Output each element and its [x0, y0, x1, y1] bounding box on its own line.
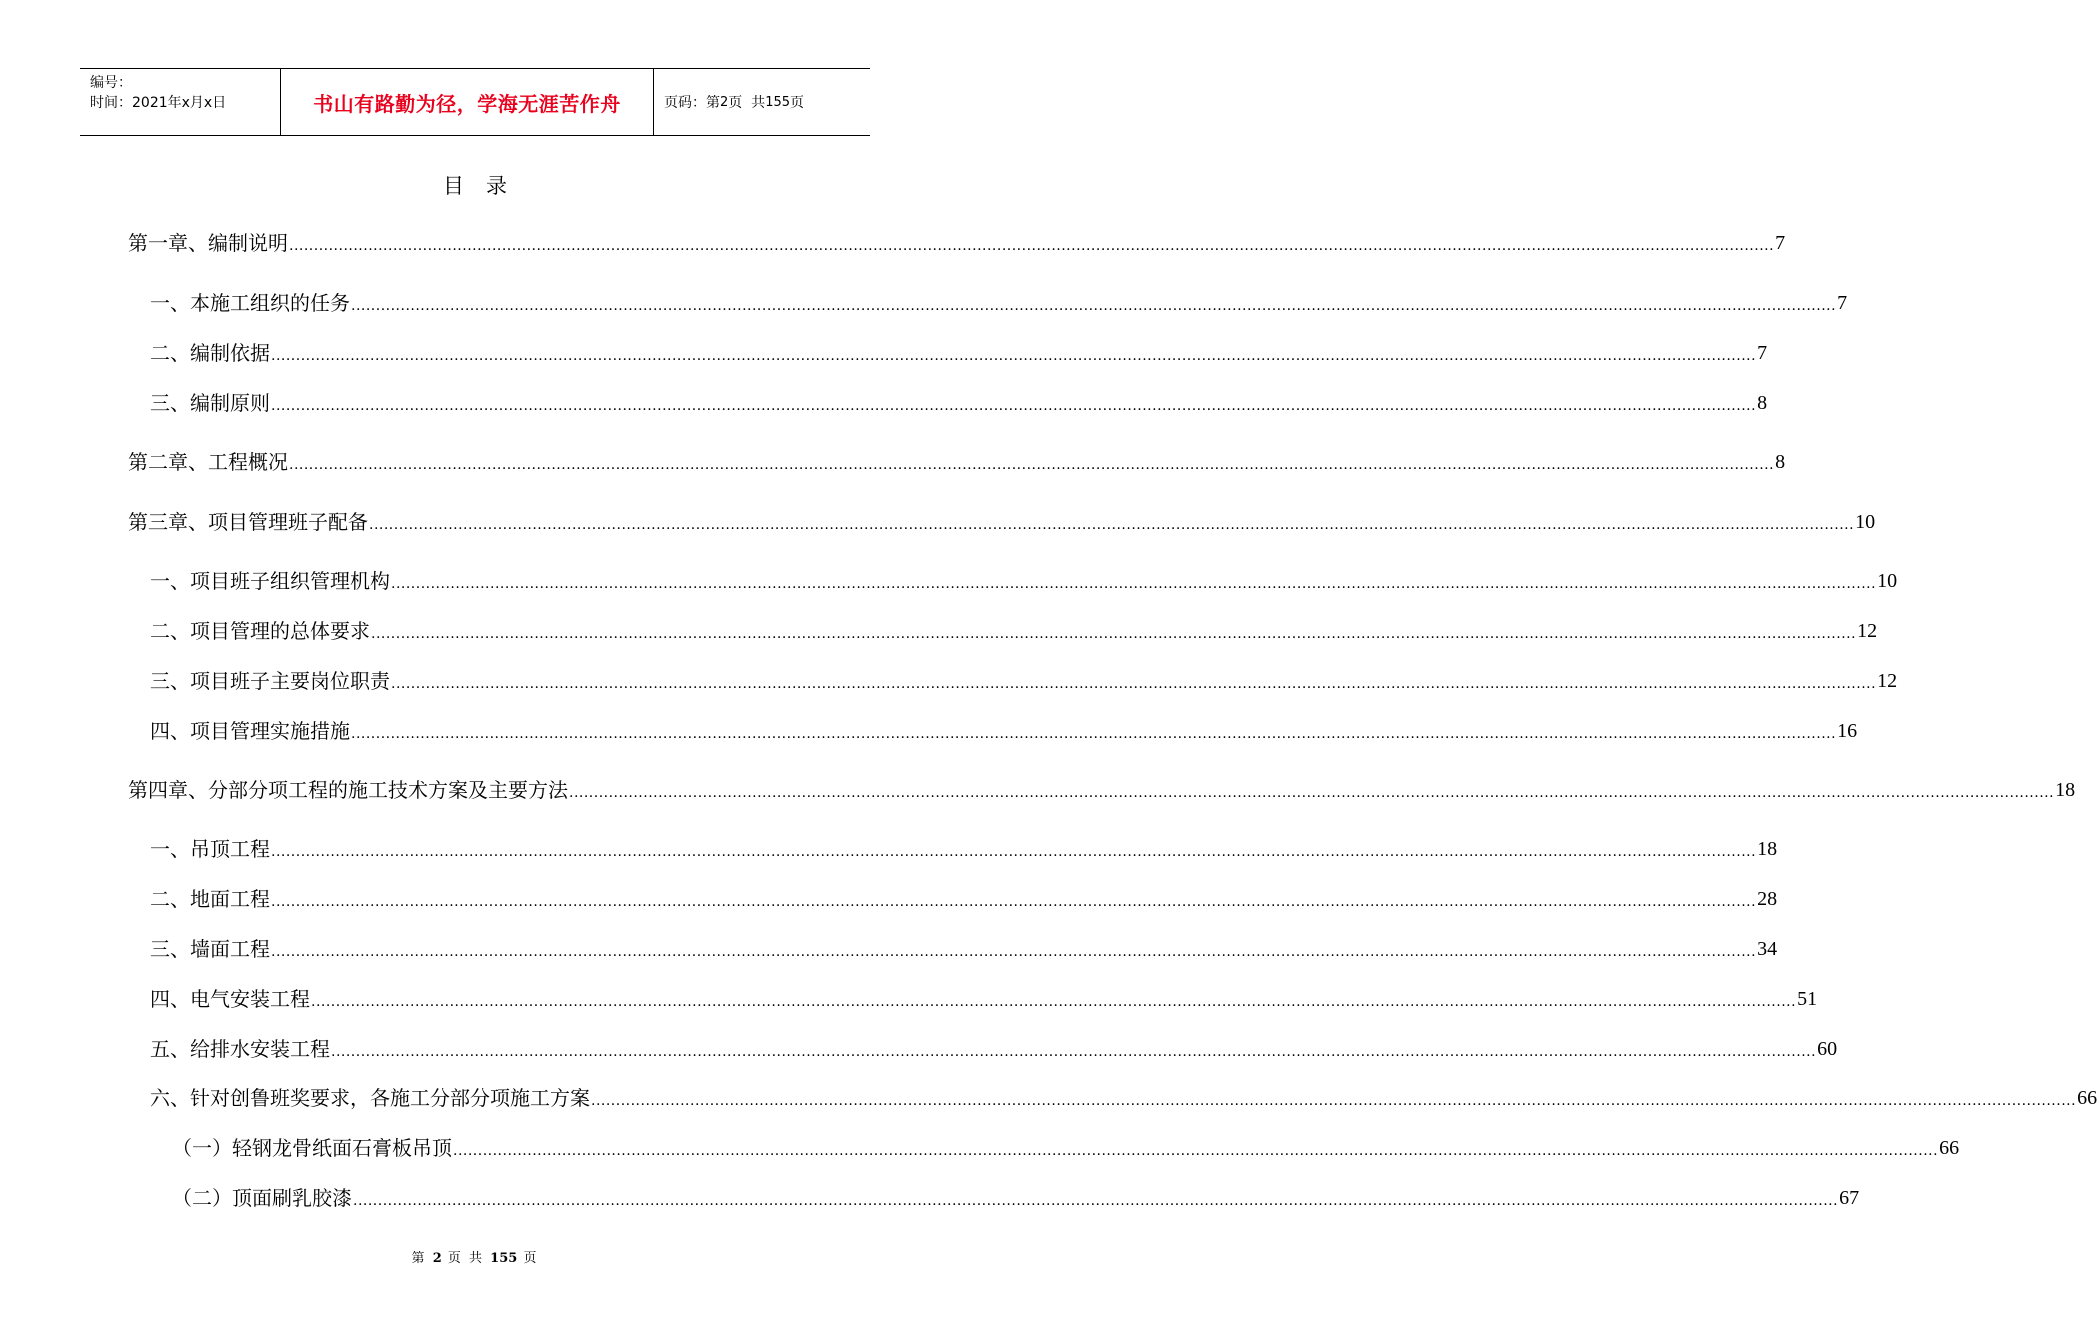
toc-entry-label: （二）顶面刷乳胶漆	[172, 1186, 352, 1210]
toc-entry-label: 二、项目管理的总体要求	[150, 619, 370, 643]
toc-entry-label: 一、吊顶工程	[150, 837, 270, 861]
toc-entry[interactable]	[150, 388, 1768, 418]
toc-entry[interactable]	[150, 616, 1878, 646]
footer-prefix: 第	[411, 1251, 427, 1266]
toc-entry-label: 五、给排水安装工程	[150, 1037, 330, 1061]
header-page-prefix: 页码：第	[664, 95, 720, 111]
toc-dot-leader: ............................................................................................................................................................................................................................................................................................................	[311, 994, 1797, 1010]
page-header	[80, 68, 870, 136]
toc-dot-leader: ............................................................................................................................................................................................................................................................................................................	[569, 785, 2055, 801]
toc-entry-page: 10	[1855, 511, 1876, 533]
toc-entry[interactable]	[150, 1083, 2097, 1113]
toc-entry[interactable]	[128, 447, 1786, 477]
toc-dot-leader: ............................................................................................................................................................................................................................................................................................................	[271, 944, 1757, 960]
toc-entry[interactable]	[150, 934, 1778, 964]
header-page-total: 155	[765, 94, 791, 110]
toc-entry-page: 12	[1857, 620, 1878, 642]
toc-entry-page: 16	[1837, 720, 1858, 742]
toc-entry[interactable]	[150, 566, 1898, 596]
toc-entry-page: 28	[1757, 888, 1778, 910]
header-page-suffix: 页	[790, 95, 805, 111]
toc-dot-leader: ............................................................................................................................................................................................................................................................................................................	[351, 726, 1837, 742]
header-meta-cell	[80, 69, 281, 135]
toc-entry-page: 7	[1837, 292, 1848, 314]
toc-entry-page: 66	[1939, 1137, 1960, 1159]
toc-entry-label: 四、项目管理实施措施	[150, 719, 350, 743]
toc-entry[interactable]	[128, 775, 2076, 805]
toc-entry-label: 第二章、工程概况	[128, 450, 288, 474]
footer-mid: 页 共	[447, 1251, 485, 1266]
toc-entry-page: 7	[1775, 232, 1786, 254]
toc-entry-page: 10	[1877, 570, 1898, 592]
header-number-label: 编号：	[90, 75, 132, 91]
toc-entry-label: 三、墙面工程	[150, 937, 270, 961]
toc-dot-leader: ............................................................................................................................................................................................................................................................................................................	[391, 576, 1877, 592]
toc-dot-leader: ............................................................................................................................................................................................................................................................................................................	[271, 398, 1757, 414]
toc-dot-leader: ............................................................................................................................................................................................................................................................................................................	[353, 1193, 1839, 1209]
toc-entry[interactable]	[150, 338, 1768, 368]
toc-entry-page: 8	[1757, 392, 1768, 414]
toc-entry-page: 34	[1757, 938, 1778, 960]
toc-entry-label: 二、编制依据	[150, 341, 270, 365]
header-page-mid: 页 共	[728, 95, 766, 111]
toc-entry-page: 8	[1775, 451, 1786, 473]
header-motto: 书山有路勤为径，学海无涯苦作舟	[281, 69, 654, 135]
toc-entry-page: 66	[2077, 1087, 2097, 1109]
header-page-current: 2	[720, 94, 729, 110]
footer-page-current: 2	[432, 1251, 442, 1266]
toc-entry-page: 67	[1839, 1187, 1860, 1209]
page-footer	[0, 1247, 950, 1266]
toc-entry-page: 51	[1797, 988, 1818, 1010]
toc-entry[interactable]	[150, 666, 1898, 696]
toc-entry-label: （一）轻钢龙骨纸面石膏板吊顶	[172, 1136, 452, 1160]
toc-dot-leader: ............................................................................................................................................................................................................................................................................................................	[271, 894, 1757, 910]
toc-dot-leader: ............................................................................................................................................................................................................................................................................................................	[369, 517, 1855, 533]
toc-entry-label: 三、项目班子主要岗位职责	[150, 669, 390, 693]
toc-entry[interactable]	[150, 834, 1778, 864]
toc-entry-label: 二、地面工程	[150, 887, 270, 911]
header-time-label: 时间：2021年x月x日	[90, 95, 227, 111]
toc-entry[interactable]	[172, 1183, 1860, 1213]
toc-dot-leader: ............................................................................................................................................................................................................................................................................................................	[351, 298, 1837, 314]
toc-entry-page: 18	[2055, 779, 2076, 801]
toc-entry-page: 60	[1817, 1038, 1838, 1060]
toc-dot-leader: ............................................................................................................................................................................................................................................................................................................	[289, 238, 1775, 254]
toc-dot-leader: ............................................................................................................................................................................................................................................................................................................	[371, 626, 1857, 642]
toc-entry[interactable]	[128, 228, 1786, 258]
toc-entry-label: 第三章、项目管理班子配备	[128, 510, 368, 534]
toc-entry-label: 一、项目班子组织管理机构	[150, 569, 390, 593]
footer-page-total: 155	[490, 1251, 518, 1266]
footer-suffix: 页	[523, 1251, 539, 1266]
toc-entry-label: 四、电气安装工程	[150, 987, 310, 1011]
toc-entry-page: 7	[1757, 342, 1768, 364]
toc-entry[interactable]	[128, 507, 1876, 537]
toc-entry-label: 三、编制原则	[150, 391, 270, 415]
toc-title: 目录	[443, 174, 529, 198]
toc-dot-leader: ............................................................................................................................................................................................................................................................................................................	[271, 844, 1757, 860]
toc-entry-page: 12	[1877, 670, 1898, 692]
toc-dot-leader: ............................................................................................................................................................................................................................................................................................................	[453, 1143, 1939, 1159]
toc-entry[interactable]	[150, 984, 1818, 1014]
toc-entry[interactable]	[150, 288, 1848, 318]
toc-dot-leader: ............................................................................................................................................................................................................................................................................................................	[591, 1093, 2077, 1109]
toc-entry[interactable]	[150, 1034, 1838, 1064]
toc-dot-leader: ............................................................................................................................................................................................................................................................................................................	[391, 676, 1877, 692]
toc-entry-label: 第一章、编制说明	[128, 231, 288, 255]
toc-dot-leader: ............................................................................................................................................................................................................................................................................................................	[331, 1044, 1817, 1060]
toc-entry[interactable]	[150, 884, 1778, 914]
toc-entry-label: 第四章、分部分项工程的施工技术方案及主要方法	[128, 778, 568, 802]
toc-entry-label: 一、本施工组织的任务	[150, 291, 350, 315]
toc-entry[interactable]	[172, 1133, 1960, 1163]
toc-entry-label: 六、针对创鲁班奖要求，各施工分部分项施工方案	[150, 1086, 590, 1110]
toc-entry-page: 18	[1757, 838, 1778, 860]
toc-entry[interactable]	[150, 716, 1858, 746]
toc-dot-leader: ............................................................................................................................................................................................................................................................................................................	[271, 348, 1757, 364]
toc-dot-leader: ............................................................................................................................................................................................................................................................................................................	[289, 457, 1775, 473]
header-page-info	[654, 69, 870, 135]
